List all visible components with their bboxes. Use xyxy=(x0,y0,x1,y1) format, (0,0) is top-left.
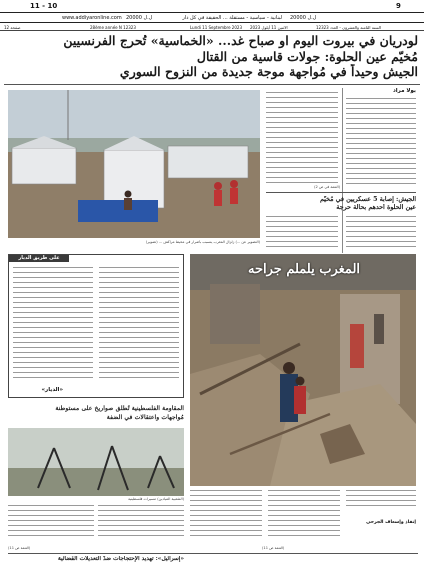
column-divider-1 xyxy=(342,88,343,253)
rescue-subhead: إنقاذ وإسعاف الجرحى xyxy=(366,520,416,525)
editorial-box-title: على طريق الديار xyxy=(9,255,69,262)
bottom-far-right-text xyxy=(346,490,416,510)
morocco-earthquake-photo xyxy=(190,254,416,486)
continued-note-center: (التتمة ص 11) xyxy=(262,546,285,550)
page-numbers: 11 - 10 xyxy=(30,2,58,10)
rocket-launchers-photo xyxy=(8,428,184,496)
bottom-left-text-2 xyxy=(98,505,184,545)
army-subhead-line-1: الجيش: إصابة 5 عسكريين في مُخيّم xyxy=(319,196,416,203)
price-left: 20000 ل.ل xyxy=(126,15,153,21)
headline-line-3: الجيش وحيداً في مُواجهة موجة جديدة من النزوح السوري xyxy=(119,64,418,79)
website-link[interactable]: www.addiyaronline.com xyxy=(62,15,122,21)
date-ar: الاثنين 11 أيلول 2023 xyxy=(250,25,288,30)
bottom-left-text xyxy=(8,505,94,545)
continued-note-left: (التتمة ص 11) xyxy=(8,546,31,550)
continued-note: (التتمة في ص 2) xyxy=(314,185,340,189)
tents-photo-caption: (التصوير عن ...) زلزال المغرب يتسبب بأضرار في محيط مراكش ... (تصوير) xyxy=(145,240,260,244)
army-text-right xyxy=(346,216,416,252)
dateline xyxy=(0,24,424,31)
page-count: 12 صفحة xyxy=(4,25,21,30)
right-column-author: بولا مراد xyxy=(392,88,416,94)
palestine-headline-line-2: مُواجهات واعتقالات في الضفة xyxy=(106,414,184,421)
right-column-text xyxy=(346,98,416,188)
headline-line-1: لودريان في بيروت اليوم او صباح غد... «الخماسية» تُحرج الفرنسيين xyxy=(63,33,418,48)
bottom-right-text xyxy=(268,490,340,544)
morocco-title: المغرب يلملم جراحه xyxy=(247,262,361,277)
bottom-mid-text xyxy=(190,490,262,544)
headline-line-2: مُخيّم عين الحلوة: جولات قاسية من القتال xyxy=(196,48,418,64)
palestine-headline-line-1: المقاومة الفلسطينية تُطلق صواريخ على مستوطنة xyxy=(55,405,184,412)
mid-rule xyxy=(266,192,416,193)
editorial-box xyxy=(8,254,184,398)
masthead-bar xyxy=(0,12,424,23)
editorial-signature: «الديار» xyxy=(41,387,63,393)
date-fr: Lundi 11 Septembre 2023 xyxy=(190,25,242,30)
edition-info: السنة الثامنة والعشرون - العدد 12323 xyxy=(316,25,382,30)
page-number-right: 9 xyxy=(396,2,401,10)
rocket-photo-caption: (الشعبية الميادين) مسيرات فلسطينية xyxy=(128,497,184,501)
army-text-left xyxy=(266,216,338,252)
bottom-rule xyxy=(8,553,418,554)
year-fr: 28ème année N 12323 xyxy=(90,25,136,30)
editorial-text-left xyxy=(13,267,93,385)
editorial-text-right xyxy=(99,267,179,385)
palestine-headline xyxy=(8,404,184,422)
army-subhead xyxy=(266,196,416,212)
israel-headline: «إسرائيل»: تهديد الإحتجاجات ضدّ التعديلات القضائية xyxy=(57,556,184,562)
price-right: 20000 ل.ل xyxy=(290,15,317,21)
middle-column-text xyxy=(266,92,338,188)
tents-photo xyxy=(8,90,260,238)
main-headline xyxy=(6,33,418,80)
army-subhead-line-2: عين الحلوة أحدهم بحالة حرجة xyxy=(336,204,416,211)
slogan: لبنانية - سياسية - مستقلة ... الحقيقة في كل دار xyxy=(182,15,282,21)
headline-rule xyxy=(4,84,420,85)
